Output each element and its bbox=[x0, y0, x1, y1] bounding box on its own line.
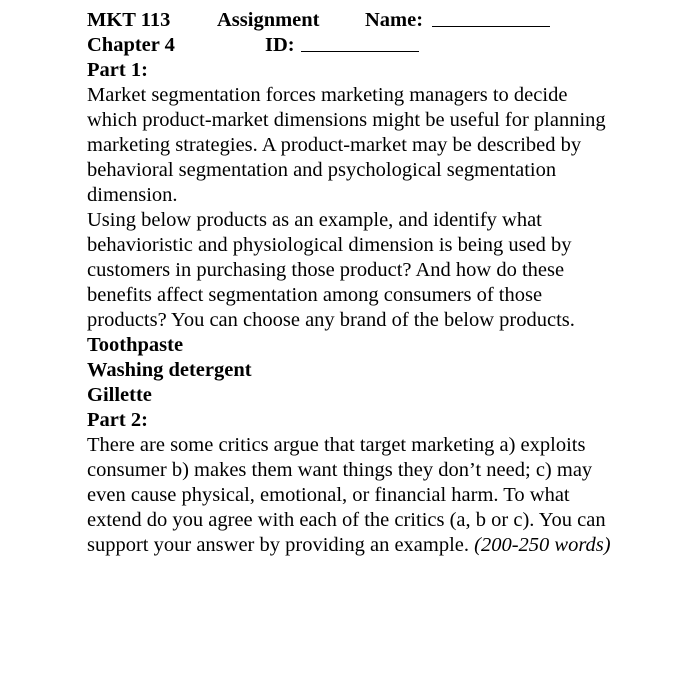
paragraph-line: products? You can choose any brand of the below products. bbox=[87, 309, 575, 331]
part1-heading: Part 1: bbox=[87, 59, 148, 81]
paragraph-line: consumer b) makes them want things they don’t need; c) may bbox=[87, 459, 593, 481]
paragraph-line: behavioristic and physiological dimension is being used by bbox=[87, 234, 572, 256]
paragraph-line: customers in purchasing those product? And how do these bbox=[87, 259, 565, 281]
assignment-document bbox=[87, 8, 647, 558]
paragraph-line: marketing strategies. A product-market may be described by bbox=[87, 134, 582, 156]
id-label: ID: bbox=[265, 34, 295, 56]
paragraph-line: even cause physical, emotional, or financial harm. To what bbox=[87, 484, 570, 506]
paragraph-line: Using below products as an example, and identify what bbox=[87, 209, 542, 231]
product-gillette: Gillette bbox=[87, 384, 152, 406]
paragraph-line: behavioral segmentation and psychological segmentation bbox=[87, 159, 557, 181]
part1-paragraph-1 bbox=[87, 83, 647, 208]
part1-paragraph-2 bbox=[87, 208, 647, 333]
name-label: Name: bbox=[365, 9, 424, 31]
part2-paragraph bbox=[87, 433, 647, 558]
paragraph-line: benefits affect segmentation among consumers of those bbox=[87, 284, 543, 306]
course-code: MKT 113 bbox=[87, 9, 171, 31]
paragraph-line: Market segmentation forces marketing managers to decide bbox=[87, 84, 568, 106]
chapter-label: Chapter 4 bbox=[87, 34, 175, 56]
name-blank[interactable] bbox=[432, 8, 550, 34]
header-row-2 bbox=[87, 33, 647, 58]
paragraph-last-line bbox=[87, 533, 647, 558]
paragraph-line: dimension. bbox=[87, 184, 178, 206]
id-blank[interactable] bbox=[301, 33, 419, 59]
last-line-text: support your answer by providing an example. bbox=[87, 534, 470, 556]
header-row-1 bbox=[87, 8, 647, 33]
product-toothpaste: Toothpaste bbox=[87, 334, 184, 356]
paragraph-line: There are some critics argue that target marketing a) exploits bbox=[87, 434, 586, 456]
paragraph-line: extend do you agree with each of the critics (a, b or c). You can bbox=[87, 509, 606, 531]
part2-heading: Part 2: bbox=[87, 409, 148, 431]
product-washing-detergent: Washing detergent bbox=[87, 359, 252, 381]
assignment-label: Assignment bbox=[217, 9, 320, 31]
paragraph-line: which product-market dimensions might be useful for planning bbox=[87, 109, 606, 131]
word-count-note: (200-250 words) bbox=[474, 534, 611, 556]
